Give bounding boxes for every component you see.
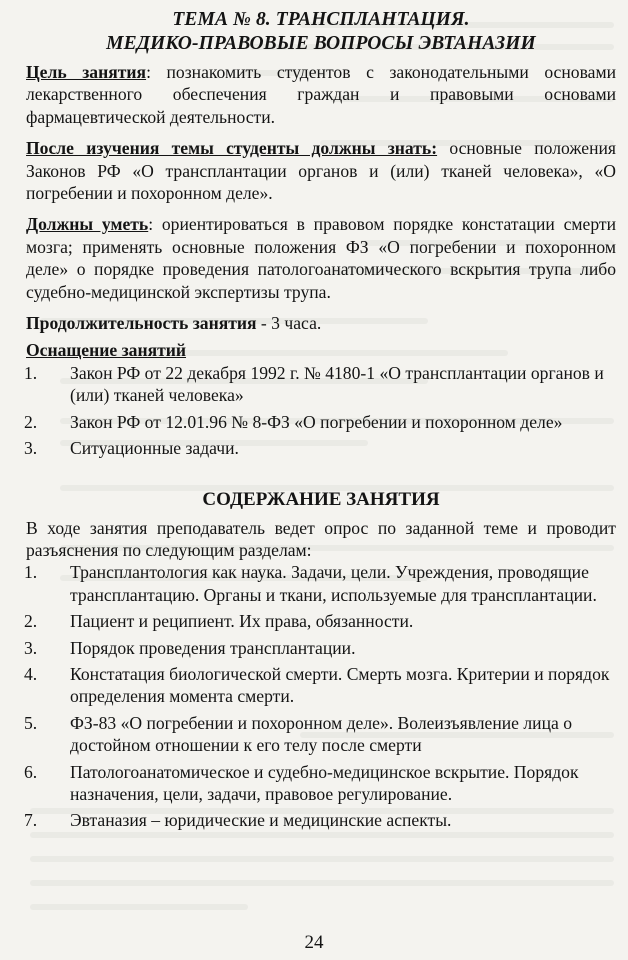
topic-title bbox=[26, 8, 616, 56]
know-text: основные положения Законов РФ «О трансплантации органов и (или) тканей человека», «О погребении и похоронном деле». bbox=[26, 138, 616, 204]
skills-paragraph bbox=[26, 213, 616, 303]
skills-text: : ориентироваться в правовом порядке констатации смерти мозга; применять основные положения ФЗ «О погребении и похоронном деле» о порядке проведения патологоанатомического вскрытия трупа либо судебно-медицинской экспертизы трупа. bbox=[26, 214, 616, 302]
page-number: 24 bbox=[304, 932, 324, 953]
topic-title-line2: МЕДИКО-ПРАВОВЫЕ ВОПРОСЫ ЭВТАНАЗИИ bbox=[106, 33, 536, 54]
goal-paragraph bbox=[26, 61, 616, 128]
duration-label: Продолжительность занятия bbox=[26, 313, 257, 334]
content-list bbox=[26, 561, 616, 831]
content-intro: В ходе занятия преподаватель ведет опрос по заданной теме и проводит разъяснения по следующим разделам: bbox=[26, 517, 616, 560]
equipment-heading bbox=[26, 339, 616, 361]
goal-label: Цель занятия bbox=[26, 62, 147, 82]
list-item: 2. Пациент и реципиент. Их права, обязанности. bbox=[24, 611, 414, 632]
list-item: 6. Патологоанатомическое и судебно-медицинское вскрытие. Порядок назначения, цели, задачи, правовое регулирование. bbox=[24, 761, 579, 804]
topic-title-line1: ТЕМА № 8. ТРАНСПЛАНТАЦИЯ. bbox=[172, 9, 470, 30]
list-item: 2. Закон РФ от 12.01.96 № 8-ФЗ «О погребении и похоронном деле» bbox=[24, 411, 563, 432]
list-item: 1. Закон РФ от 22 декабря 1992 г. № 4180-1 «О трансплантации органов и (или) тканей человека» bbox=[24, 362, 604, 406]
list-item: 5. ФЗ-83 «О погребении и похоронном деле». Волеизъявление лица о достойном отношении к его телу после смерти bbox=[24, 712, 573, 756]
goal-text: : познакомить студентов с законодательными основами лекарственного обеспечения граждан и правовыми основами фармацевтической деятельности. bbox=[26, 62, 617, 127]
duration-text: - 3 часа. bbox=[256, 313, 322, 334]
list-item: 3. Порядок проведения трансплантации. bbox=[24, 637, 356, 658]
know-paragraph bbox=[26, 137, 616, 204]
page-content bbox=[26, 8, 616, 836]
equipment-list bbox=[26, 362, 616, 460]
skills-label: Должны уметь bbox=[26, 214, 149, 235]
list-item: 7. Эвтаназия – юридические и медицинские аспекты. bbox=[24, 810, 452, 831]
content-heading: СОДЕРЖАНИЕ ЗАНЯТИЯ bbox=[202, 488, 440, 510]
list-item: 3. Ситуационные задачи. bbox=[24, 438, 239, 459]
list-item: 1. Трансплантология как наука. Задачи, цели. Учреждения, проводящие трансплантацию. Органы и ткани, используемые для трансплантации. bbox=[24, 562, 597, 605]
equipment-label: Оснащение занятий bbox=[26, 340, 187, 361]
know-label: После изучения темы студенты должны знать: bbox=[26, 138, 438, 159]
duration-paragraph bbox=[26, 312, 616, 334]
list-item: 4. Констатация биологической смерти. Смерть мозга. Критерии и порядок определения момента смерти. bbox=[24, 663, 610, 707]
